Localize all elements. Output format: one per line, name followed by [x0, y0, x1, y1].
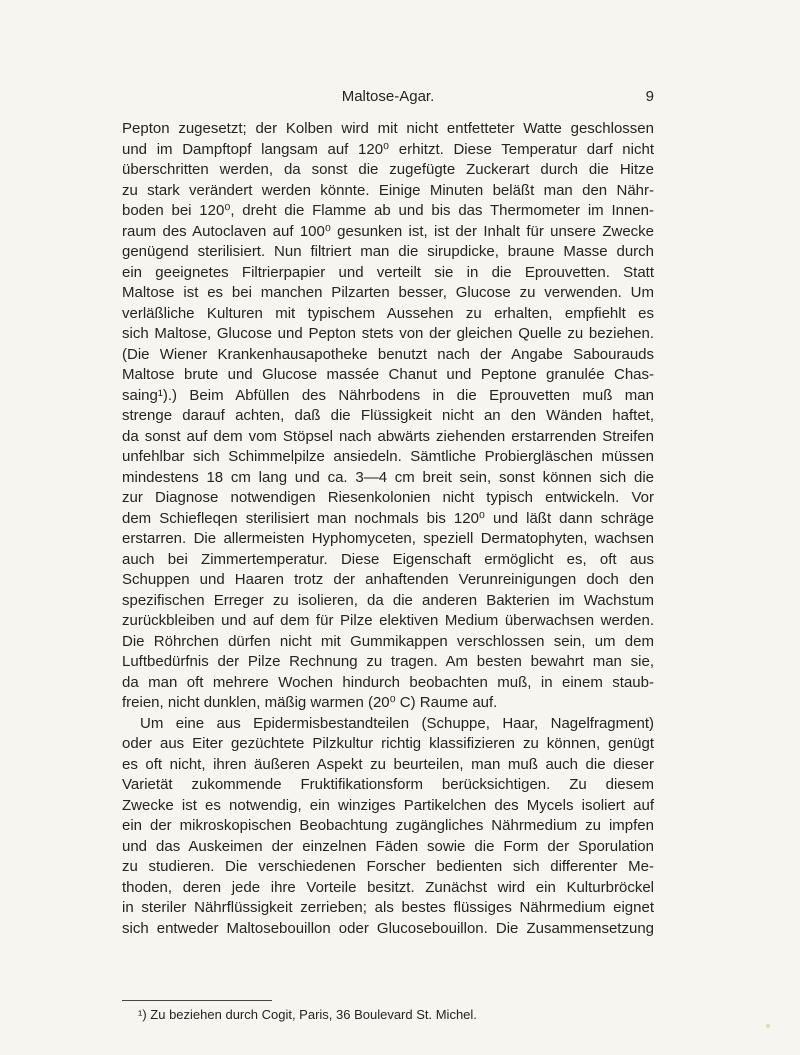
text-line: und im Dampftopf langsam auf 120⁰ erhitzt. Diese Temperatur darf nicht	[122, 140, 654, 158]
text-line: es oft nicht, ihren äußeren Aspekt zu beurteilen, man muß auch die dieser	[122, 755, 654, 773]
text-line: Schuppen und Haaren trotz der anhaftenden Verunreinigungen doch den	[122, 571, 654, 588]
body-text	[122, 119, 654, 939]
text-line: unfehlbar sich Schimmelpilze ansiedeln. Sämtliche Probiergläschen müssen	[122, 448, 654, 465]
text-line: spezifischen Erreger zu isolieren, da die anderen Bakterien im Wachstum	[122, 591, 654, 609]
text-line: sich Maltose, Glucose und Pepton stets von der gleichen Quelle zu beziehen.	[122, 325, 654, 342]
text-line: strenge darauf achten, daß die Flüssigkeit nicht an den Wänden haftet,	[122, 407, 654, 424]
footnote-text: Zu beziehen durch Cogit, Paris, 36 Boulevard St. Michel.	[150, 1007, 477, 1022]
text-line: zurückbleiben und auf dem für Pilze elektiven Medium überwachsen werden.	[122, 612, 654, 629]
paper-speck	[766, 1024, 770, 1028]
text-line: in steriler Nährflüssigkeit zerrieben; als bestes flüssiges Nährmedium eignet	[122, 899, 654, 916]
text-line: überschritten werden, da sonst die zugefügte Zuckerart durch die Hitze	[122, 161, 654, 178]
running-head	[122, 88, 654, 108]
text-line: dem Schiefleqen sterilisiert man nochmals bis 120⁰ und läßt dann schräge	[122, 509, 654, 527]
text-line: Zwecke ist es notwendig, ein winziges Partikelchen des Mycels isoliert auf	[122, 796, 654, 814]
text-line: raum des Autoclaven auf 100⁰ gesunken ist, ist der Inhalt für unsere Zwecke	[122, 222, 654, 240]
text-line: zur Diagnose notwendigen Riesenkolonien nicht typisch entwickeln. Vor	[122, 489, 654, 506]
running-title: Maltose-Agar.	[341, 88, 435, 105]
text-line: auch bei Zimmertemperatur. Diese Eigenschaft ermöglicht es, oft aus	[122, 550, 654, 568]
text-line: ein der mikroskopischen Beobachtung zugängliches Nährmedium zu impfen	[122, 817, 654, 834]
text-line: erstarren. Die allermeisten Hyphomyceten, speziell Dermatophyten, wachsen	[122, 530, 654, 547]
text-line: sich entweder Maltosebouillon oder Glucosebouillon. Die Zusammensetzung	[122, 919, 654, 937]
footnote-rule	[122, 1000, 272, 1001]
text-line: und das Auskeimen der einzelnen Fäden sowie die Form der Sporulation	[122, 837, 654, 855]
text-line: (Die Wiener Krankenhausapotheke benutzt nach der Angabe Sabourauds	[122, 345, 654, 363]
text-line: Luftbedürfnis der Pilze Rechnung zu tragen. Am besten bewahrt man sie,	[122, 653, 654, 670]
footnote	[138, 1006, 654, 1023]
text-line: thoden, deren jede ihre Vorteile besitzt. Zunächst wird ein Kulturbröckel	[122, 878, 654, 896]
text-line: oder aus Eiter gezüchtete Pilzkultur richtig klassifizieren zu können, genügt	[122, 735, 654, 752]
text-line: ein geeignetes Filtrierpapier und verteilt sie in die Eprouvetten. Statt	[122, 263, 654, 281]
text-line: zu studieren. Die verschiedenen Forscher bedienten sich differenter Me-	[122, 858, 654, 875]
text-line: saing¹).) Beim Abfüllen des Nährbodens in die Eprouvetten muß man	[122, 386, 654, 404]
text-line: da sonst auf dem vom Stöpsel nach abwärts ziehenden erstarrenden Streifen	[122, 427, 654, 445]
text-line: Um eine aus Epidermisbestandteilen (Schuppe, Haar, Nagelfragment)	[140, 714, 654, 732]
text-line: da man oft mehrere Wochen hindurch beobachten muß, in einem staub-	[122, 673, 654, 691]
text-line: zu stark verändert werden könnte. Einige Minuten beläßt man den Nähr-	[122, 181, 654, 199]
text-line: Maltose ist es bei manchen Pilzarten besser, Glucose zu verwenden. Um	[122, 284, 654, 301]
paragraph-1	[122, 119, 654, 714]
text-line: genügend sterilisiert. Nun filtriert man die sirupdicke, braune Masse durch	[122, 243, 654, 260]
paragraph-2	[122, 714, 654, 940]
text-line: Pepton zugesetzt; der Kolben wird mit nicht entfetteter Watte geschlossen	[122, 120, 654, 137]
text-line: Maltose brute und Glucose massée Chanut und Peptone granulée Chas-	[122, 366, 654, 383]
text-line: freien, nicht dunklen, mäßig warmen (20⁰ C) Raume auf.	[122, 694, 498, 711]
text-line: verläßliche Kulturen mit typischem Aussehen zu erhalten, empfiehlt es	[122, 304, 654, 322]
text-line: Varietät zukommende Fruktifikationsform berücksichtigen. Zu diesem	[122, 776, 654, 793]
text-line: boden bei 120⁰, dreht die Flamme ab und bis das Thermometer im Innen-	[122, 202, 654, 219]
page-number: 9	[645, 88, 654, 105]
text-line: mindestens 18 cm lang und ca. 3—4 cm breit sein, sonst können sich die	[122, 468, 654, 486]
footnote-marker: ¹)	[138, 1007, 147, 1022]
text-line: Die Röhrchen dürfen nicht mit Gummikappen verschlossen sein, um dem	[122, 632, 654, 650]
